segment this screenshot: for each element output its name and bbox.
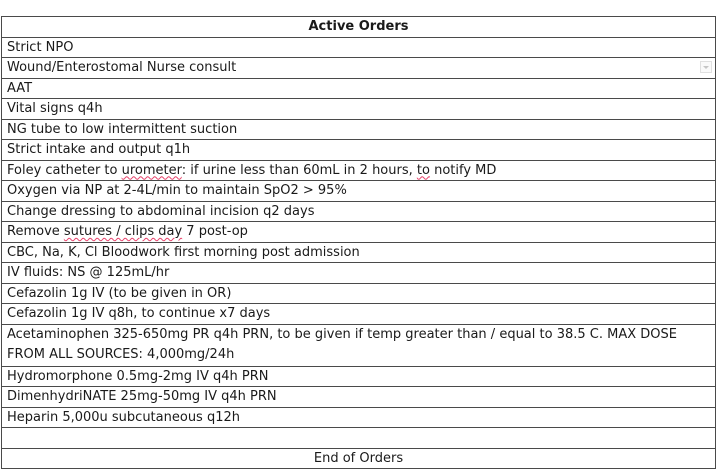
dropdown-chevron-icon[interactable] [700, 61, 712, 73]
order-cell[interactable]: Strict intake and output q1h [2, 140, 716, 161]
order-cell[interactable] [2, 222, 716, 243]
order-text: 7 post-op [182, 224, 248, 239]
order-cell[interactable]: Acetaminophen 325-650mg PR q4h PRN, to be given if temp greater than / equal to 38.5 C. MAX DOSE FROM ALL SOURCES: 4,000mg/24h [2, 324, 716, 366]
order-cell[interactable]: DimenhydriNATE 25mg-50mg IV q4h PRN [2, 387, 716, 408]
order-cell[interactable]: CBC, Na, K, Cl Bloodwork first morning post admission [2, 242, 716, 263]
table-row [2, 58, 716, 79]
table-title: Active Orders [2, 17, 716, 38]
order-text: Wound/Enterostomal Nurse consult [7, 60, 237, 75]
table-row [2, 78, 716, 99]
table-row [2, 222, 716, 243]
table-row [2, 283, 716, 304]
spellcheck-flagged-word: sutures / clips day [63, 224, 183, 239]
table-row [2, 201, 716, 222]
order-cell[interactable]: Hydromorphone 0.5mg-2mg IV q4h PRN [2, 366, 716, 387]
order-cell[interactable] [2, 160, 716, 181]
order-cell[interactable]: Vital signs q4h [2, 99, 716, 120]
spellcheck-flagged-word: urometer [121, 162, 182, 178]
order-cell[interactable]: Cefazolin 1g IV q8h, to continue x7 days [2, 304, 716, 325]
order-cell[interactable]: Strict NPO [2, 37, 716, 58]
order-cell[interactable]: Cefazolin 1g IV (to be given in OR) [2, 283, 716, 304]
table-row [2, 387, 716, 408]
end-of-orders-label: End of Orders [2, 448, 716, 469]
table-row [2, 304, 716, 325]
table-header-row [2, 17, 716, 38]
table-row [2, 140, 716, 161]
table-row [2, 242, 716, 263]
order-cell[interactable]: Heparin 5,000u subcutaneous q12h [2, 407, 716, 428]
table-row [2, 407, 716, 428]
order-cell[interactable]: Change dressing to abdominal incision q2 days [2, 201, 716, 222]
table-row [2, 37, 716, 58]
table-row-empty [2, 428, 716, 449]
table-row [2, 366, 716, 387]
table-row [2, 324, 716, 366]
order-cell-empty[interactable] [2, 428, 716, 449]
order-cell[interactable] [2, 58, 716, 79]
table-row [2, 99, 716, 120]
order-text: Foley catheter to [7, 162, 122, 178]
spellcheck-flagged-word: to [416, 162, 430, 178]
order-text: : if urine less than 60mL in 2 hours, [181, 162, 417, 178]
table-row [2, 119, 716, 140]
order-text: notify MD [429, 162, 497, 178]
order-cell[interactable]: Oxygen via NP at 2-4L/min to maintain SpO2 > 95% [2, 181, 716, 202]
table-row [2, 263, 716, 284]
table-row [2, 181, 716, 202]
table-footer-row [2, 448, 716, 469]
order-cell[interactable]: NG tube to low intermittent suction [2, 119, 716, 140]
order-cell[interactable]: IV fluids: NS @ 125mL/hr [2, 263, 716, 284]
table-row [2, 160, 716, 181]
order-text: Remove [7, 224, 64, 239]
order-cell[interactable]: AAT [2, 78, 716, 99]
active-orders-table [1, 16, 716, 469]
